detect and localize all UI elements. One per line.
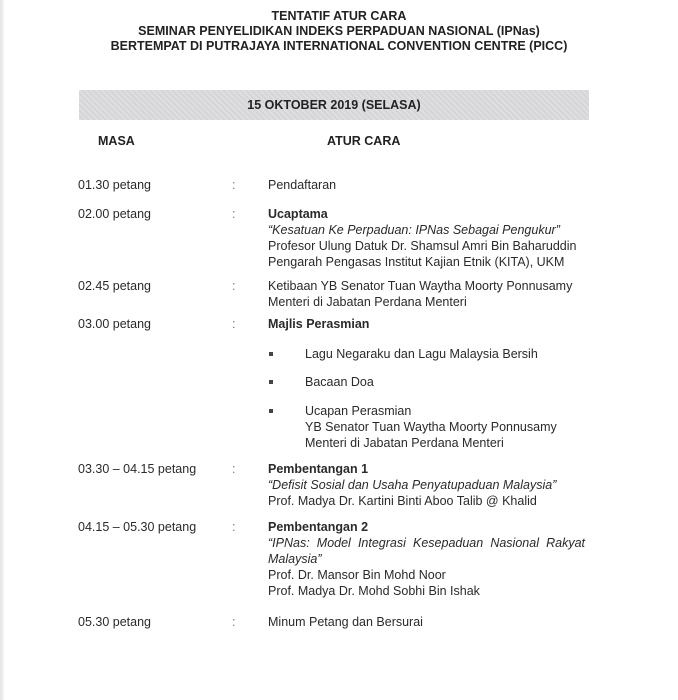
row-separator: : <box>232 520 236 534</box>
square-bullet-icon <box>269 409 273 413</box>
speaker-name: Prof. Madya Dr. Mohd Sobhi Bin Ishak <box>268 584 480 598</box>
bullet-line: Bacaan Doa <box>305 375 374 389</box>
row-separator: : <box>232 615 236 629</box>
row-time: 02.45 petang <box>78 279 151 293</box>
agenda-quote: “Defisit Sosial dan Usaha Penyatupaduan Malaysia” <box>268 478 557 492</box>
row-content <box>268 519 598 599</box>
row-separator: : <box>232 462 236 476</box>
bullet-line: Ucapan Perasmian <box>305 404 412 418</box>
row-time: 04.15 – 05.30 petang <box>78 520 197 534</box>
column-header-time: MASA <box>98 134 135 148</box>
agenda-item: Ketibaan YB Senator Tuan Waytha Moorty Ponnusamy <box>268 279 573 293</box>
square-bullet-icon <box>269 352 273 356</box>
bullet-line: YB Senator Tuan Waytha Moorty Ponnusamy <box>305 420 557 434</box>
row-time: 02.00 petang <box>78 207 151 221</box>
column-header-agenda: ATUR CARA <box>327 134 401 148</box>
agenda-heading: Majlis Perasmian <box>268 317 370 331</box>
bullet-line: Menteri di Jabatan Perdana Menteri <box>305 436 504 450</box>
row-content <box>268 177 598 193</box>
speaker-name: Prof. Madya Dr. Kartini Binti Aboo Talib @ Khalid <box>268 494 537 508</box>
speaker-title: Menteri di Jabatan Perdana Menteri <box>268 295 467 309</box>
document-header <box>0 9 678 54</box>
row-time: 05.30 petang <box>78 615 151 629</box>
agenda-quote-continued: Malaysia” <box>268 552 322 566</box>
bullet-text <box>305 374 374 390</box>
seminar-name: SEMINAR PENYELIDIKAN INDEKS PERPADUAN NASIONAL (IPNas) <box>138 24 540 38</box>
agenda-quote: “Kesatuan Ke Perpaduan: IPNas Sebagai Pengukur” <box>268 223 560 237</box>
speaker-name: Prof. Dr. Mansor Bin Mohd Noor <box>268 568 446 582</box>
agenda-heading: Ucaptama <box>268 207 328 221</box>
speaker-title: Pengarah Pengasas Institut Kajian Etnik (KITA), UKM <box>268 255 565 269</box>
document-title: TENTATIF ATUR CARA <box>271 9 407 23</box>
row-separator: : <box>232 207 236 221</box>
row-time: 03.30 – 04.15 petang <box>78 462 197 476</box>
square-bullet-icon <box>269 380 273 384</box>
bullet-line: Lagu Negaraku dan Lagu Malaysia Bersih <box>305 347 538 361</box>
bullet-text <box>305 346 538 362</box>
date-band: 15 OKTOBER 2019 (SELASA) <box>79 90 589 120</box>
agenda-heading: Pembentangan 2 <box>268 520 369 534</box>
row-separator: : <box>232 279 236 293</box>
row-time: 03.00 petang <box>78 317 151 331</box>
row-content <box>268 614 598 630</box>
row-content <box>268 278 598 310</box>
agenda-item: Pendaftaran <box>268 178 337 192</box>
row-content <box>268 316 598 332</box>
page-edge-shadow <box>0 0 4 700</box>
bullet-text <box>305 403 557 451</box>
agenda-heading: Pembentangan 1 <box>268 462 369 476</box>
speaker-name: Profesor Ulung Datuk Dr. Shamsul Amri Bin Baharuddin <box>268 239 577 253</box>
row-content <box>268 461 598 509</box>
agenda-quote: “IPNas: Model Integrasi Kesepaduan Nasional Rakyat <box>268 536 585 550</box>
row-separator: : <box>232 178 236 192</box>
row-content <box>268 206 598 270</box>
agenda-item: Minum Petang dan Bersurai <box>268 615 423 629</box>
row-time: 01.30 petang <box>78 178 151 192</box>
row-separator: : <box>232 317 236 331</box>
venue-line: BERTEMPAT DI PUTRAJAYA INTERNATIONAL CONVENTION CENTRE (PICC) <box>110 39 568 53</box>
